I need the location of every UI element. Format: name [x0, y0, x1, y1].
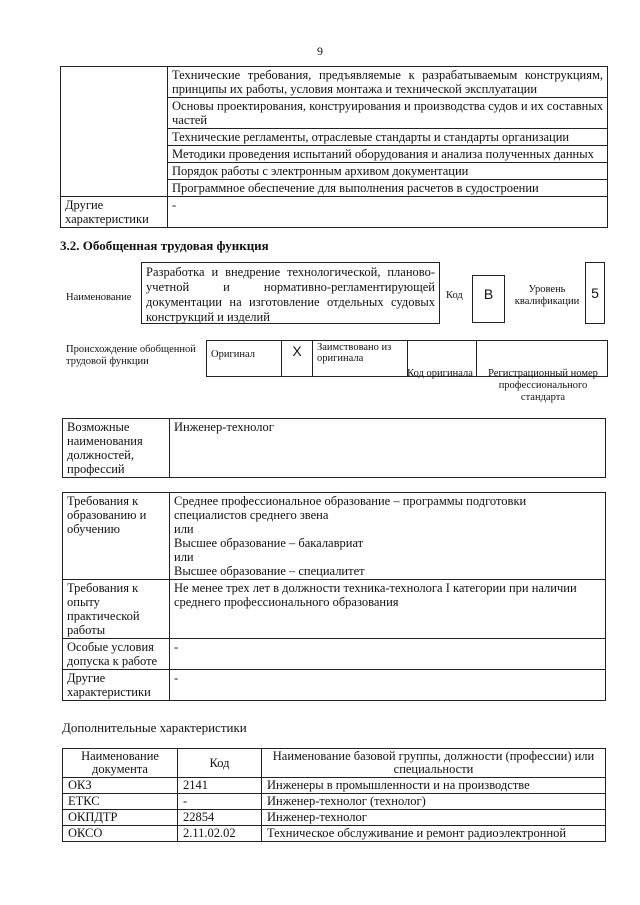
- section-title: 3.2. Обобщенная трудовая функция: [60, 238, 269, 253]
- knowledge-table: [60, 66, 608, 228]
- table-cell: Инженер-технолог (технолог): [262, 794, 606, 810]
- code-label: Код: [446, 290, 463, 301]
- table-row: [63, 810, 606, 826]
- other-label: Другие характеристики: [63, 670, 170, 701]
- table-cell: Программное обеспечение для выполнения расчетов в судостроении: [168, 180, 608, 197]
- table-cell: ОКЗ: [63, 778, 178, 794]
- additional-table: [62, 748, 606, 842]
- table-cell: ОКСО: [63, 826, 178, 842]
- table-cell: Техническое обслуживание и ремонт радиоэлектронной: [262, 826, 606, 842]
- table-cell: 22854: [178, 810, 262, 826]
- header-cell: Код: [178, 749, 262, 778]
- table-header-row: [63, 749, 606, 778]
- level-label: Уровень квалификации: [514, 284, 580, 307]
- table-cell: Инженер-технолог: [262, 810, 606, 826]
- education-value: [170, 493, 606, 580]
- education-line: Высшее образование – специалитет: [174, 564, 365, 578]
- table-row: [63, 670, 606, 701]
- other-characteristics-label: Другие характеристики: [61, 197, 168, 228]
- table-row: [63, 419, 606, 478]
- table-cell: Технические требования, предъявляемые к разрабатываемым конструкциям, принципы их работы, условия монтажа и технической эксплуатации: [168, 67, 608, 98]
- table-cell: Технические регламенты, отраслевые стандарты и стандарты организации: [168, 129, 608, 146]
- table-row: [63, 493, 606, 580]
- empty-label-cell: [61, 67, 168, 197]
- other-characteristics-value: -: [168, 197, 608, 228]
- name-label: Наименование: [66, 292, 132, 303]
- experience-value: Не менее трех лет в должности техника-технолога I категории при наличии среднего профессионального образования: [170, 580, 606, 639]
- education-line: или: [174, 550, 194, 564]
- original-label: Оригинал: [207, 341, 282, 377]
- original-mark: X: [282, 341, 313, 377]
- table-row: [63, 639, 606, 670]
- table-cell: Порядок работы с электронным архивом документации: [168, 163, 608, 180]
- table-cell: Основы проектирования, конструирования и производства судов и их составных частей: [168, 98, 608, 129]
- table-row: [61, 67, 608, 98]
- education-line: Среднее профессиональное образование – программы подготовки специалистов среднего звена: [174, 494, 527, 522]
- origin-label: Происхождение обобщенной трудовой функции: [66, 344, 196, 367]
- header-cell: Наименование базовой группы, должности (профессии) или специальности: [262, 749, 606, 778]
- table-cell: ОКПДТР: [63, 810, 178, 826]
- education-line: или: [174, 522, 194, 536]
- table-cell: 2141: [178, 778, 262, 794]
- table-cell: 2.11.02.02: [178, 826, 262, 842]
- conditions-value: -: [170, 639, 606, 670]
- education-label: Требования к образованию и обучению: [63, 493, 170, 580]
- table-row: [63, 826, 606, 842]
- table-row: [63, 778, 606, 794]
- page-number: 9: [317, 44, 323, 58]
- original-code-caption: Код оригинала: [407, 368, 473, 379]
- experience-label: Требования к опыту практической работы: [63, 580, 170, 639]
- education-line: Высшее образование – бакалавриат: [174, 536, 364, 550]
- function-name-box: Разработка и внедрение технологической, планово-учетной и нормативно-регламентирующей документации на изготовление отдельных судовых конструкций и изделий: [141, 262, 440, 324]
- level-value: 5: [585, 262, 605, 324]
- table-cell: Инженеры в промышленности и на производстве: [262, 778, 606, 794]
- positions-value: Инженер-технолог: [170, 419, 606, 478]
- code-value: B: [472, 275, 505, 323]
- conditions-label: Особые условия допуска к работе: [63, 639, 170, 670]
- other-value: -: [170, 670, 606, 701]
- table-row: [61, 197, 608, 228]
- table-cell: Методики проведения испытаний оборудования и анализа полученных данных: [168, 146, 608, 163]
- table-cell: ЕТКС: [63, 794, 178, 810]
- table-row: [63, 580, 606, 639]
- table-row: [63, 794, 606, 810]
- header-cell: Наименование документа: [63, 749, 178, 778]
- positions-table: [62, 418, 606, 478]
- borrowed-label: Заимствовано из оригинала: [313, 341, 408, 377]
- requirements-table: [62, 492, 606, 701]
- positions-label: Возможные наименования должностей, профессий: [63, 419, 170, 478]
- table-cell: -: [178, 794, 262, 810]
- registration-caption: Регистрационный номер профессионального стандарта: [488, 368, 598, 403]
- additional-title: Дополнительные характеристики: [62, 720, 247, 735]
